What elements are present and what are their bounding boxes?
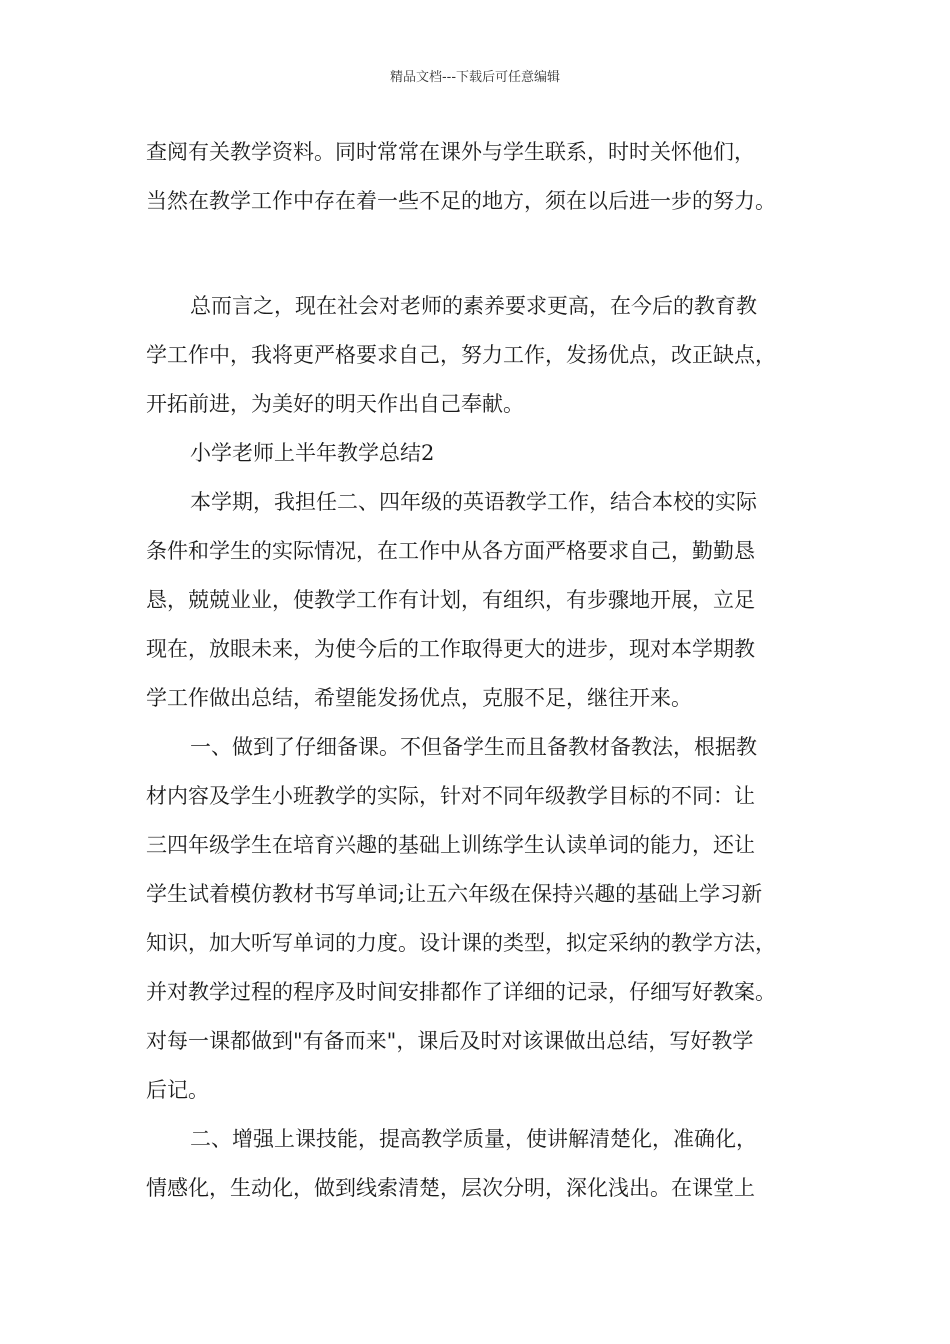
paragraph <box>146 282 826 429</box>
text-line: 学工作做出总结，希望能发扬优点，克服不足，继往开来。 <box>146 686 692 710</box>
text-line: 总而言之，现在社会对老师的素养要求更高，在今后的教育教 <box>190 294 757 318</box>
text-line: 本学期，我担任二、四年级的英语教学工作，结合本校的实际 <box>190 490 757 514</box>
text-line: 学工作中，我将更严格要求自己，努力工作，发扬优点，改正缺点， <box>146 343 776 367</box>
paragraph <box>146 478 826 723</box>
text-line: 知识，加大听写单词的力度。设计课的类型，拟定采纳的教学方法， <box>146 931 776 955</box>
text-line: 二、增强上课技能，提高教学质量，使讲解清楚化，准确化， <box>190 1127 757 1151</box>
text-line: 当然在教学工作中存在着一些不足的地方，须在以后进一步的努力。 <box>146 189 776 213</box>
text-line: 开拓前进，为美好的明天作出自己奉献。 <box>146 392 524 416</box>
text-line: 学生试着模仿教材书写单词;让五六年级在保持兴趣的基础上学习新 <box>146 882 763 906</box>
document-body <box>146 128 826 1213</box>
text-line: 情感化，生动化，做到线索清楚，层次分明，深化浅出。在课堂上 <box>146 1176 755 1200</box>
text-line: 对每一课都做到"有备而来"，课后及时对该课做出总结，写好教学 <box>146 1029 754 1053</box>
text-line: 查阅有关教学资料。同时常常在课外与学生联系，时时关怀他们， <box>146 140 755 164</box>
text-line: 一、做到了仔细备课。不但备学生而且备教材备教法，根据教 <box>190 735 757 759</box>
text-line: 后记。 <box>146 1078 209 1102</box>
paragraph <box>146 128 826 226</box>
page-header: 精品文档---下载后可任意编辑 <box>389 70 561 85</box>
text-line: 恳，兢兢业业，使教学工作有计划，有组织，有步骤地开展，立足 <box>146 588 755 612</box>
text-line: 材内容及学生小班教学的实际，针对不同年级教学目标的不同：让 <box>146 784 755 808</box>
text-line: 三四年级学生在培育兴趣的基础上训练学生认读单词的能力，还让 <box>146 833 755 857</box>
text-line: 条件和学生的实际情况，在工作中从各方面严格要求自己，勤勤恳 <box>146 539 755 563</box>
text-line: 小学老师上半年教学总结2 <box>190 441 435 465</box>
paragraph-gap <box>146 226 826 282</box>
paragraph <box>146 1115 826 1213</box>
paragraph <box>146 723 826 1115</box>
text-line: 现在，放眼未来，为使今后的工作取得更大的进步，现对本学期教 <box>146 637 755 661</box>
text-line: 并对教学过程的程序及时间安排都作了详细的记录，仔细写好教案。 <box>146 980 776 1004</box>
paragraph <box>146 429 826 478</box>
